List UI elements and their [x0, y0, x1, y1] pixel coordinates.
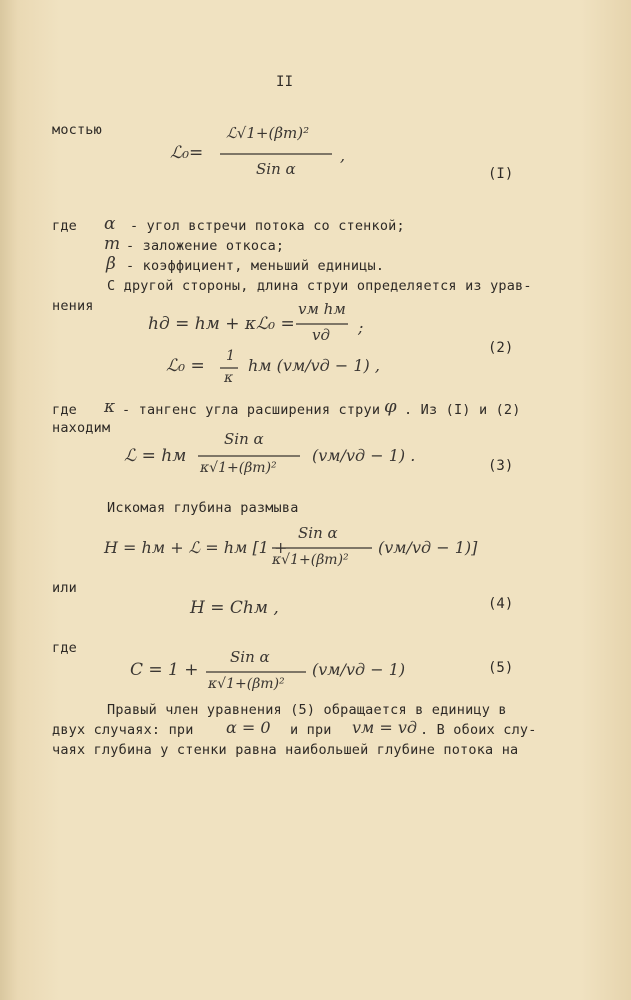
eq3-numerator: Sin α: [224, 430, 264, 448]
eq3-rest: (vм/vд − 1) .: [312, 446, 416, 465]
phi-symbol: φ: [384, 396, 397, 417]
eq5-fraction-bar: [206, 670, 316, 674]
eq5-number: (5): [488, 660, 514, 676]
eq1-numerator: ℒ√1+(βm)²: [226, 124, 310, 142]
paragraph-1-line-1: С другой стороны, длина струи определяется из урав-: [107, 278, 532, 294]
eq1-denominator: Sin α: [256, 160, 296, 178]
eq3-fraction-bar: [198, 454, 308, 458]
eq5-numerator: Sin α: [230, 648, 270, 666]
eq1-trail: ,: [340, 146, 346, 165]
final-line-2d: vм = vд: [352, 718, 418, 737]
eq2-line2-lhs: ℒ₀ =: [166, 356, 205, 376]
k-definition-tail: . Из (I) и (2): [404, 402, 521, 418]
final-line-2a: двух случаях: при: [52, 722, 194, 738]
page-number: II: [276, 74, 294, 90]
final-line-2c: и при: [290, 722, 332, 738]
eq-depth-fraction-bar: [272, 546, 382, 550]
eq2-line1-numerator: vм hм: [298, 300, 346, 318]
eq3-number: (3): [488, 458, 514, 474]
defs-where: где: [52, 218, 77, 234]
eq2-line2-denominator: κ: [224, 370, 234, 386]
eq-depth-rest: (vм/vд − 1)]: [378, 538, 478, 557]
finding-word: находим: [52, 420, 111, 436]
eq2-line2-rest: hм (vм/vд − 1) ,: [248, 356, 380, 375]
k-where: где: [52, 402, 77, 418]
k-definition: - тангенс угла расширения струи: [122, 402, 381, 418]
eq5-rest: (vм/vд − 1): [312, 660, 406, 679]
eq2-number: (2): [488, 340, 514, 356]
eq5-denominator: κ√1+(βm)²: [208, 676, 285, 692]
eq4-number: (4): [488, 596, 514, 612]
depth-heading: Искомая глубина размыва: [107, 500, 299, 516]
eq1-fraction-bar: [220, 152, 340, 156]
eq3-lhs: ℒ = hм: [124, 446, 187, 466]
m-definition: - заложение откоса;: [126, 238, 285, 254]
eq2-line1-trail: ;: [358, 318, 364, 337]
eq2-line1-denominator: vд: [312, 326, 330, 344]
intro-word: мостью: [52, 122, 102, 138]
m-symbol: m: [104, 234, 121, 254]
eq1-lhs: ℒ₀=: [170, 143, 204, 163]
eq2-line1-lhs: hд = hм + κℒ₀ =: [148, 314, 295, 334]
eq4-text: H = Chм ,: [190, 598, 279, 618]
paragraph-1-line-2: нения: [52, 298, 94, 314]
beta-definition: - коэффициент, меньший единицы.: [126, 258, 385, 274]
final-line-2e: . В обоих слу-: [420, 722, 537, 738]
alpha-symbol: α: [104, 214, 116, 234]
eq3-denominator: κ√1+(βm)²: [200, 460, 277, 476]
eq1-number: (I): [488, 166, 514, 182]
alpha-definition: - угол встречи потока со стенкой;: [130, 218, 405, 234]
eq-depth-lhs: H = hм + ℒ = hм [1 +: [104, 538, 288, 557]
beta-symbol: β: [106, 254, 116, 274]
final-line-1: Правый член уравнения (5) обращается в единицу в: [107, 702, 507, 718]
final-line-2b: α = 0: [226, 718, 271, 737]
where-word: где: [52, 640, 77, 656]
eq-depth-denominator: κ√1+(βm)²: [272, 552, 349, 568]
k-symbol: κ: [104, 397, 116, 417]
or-word: или: [52, 580, 77, 596]
eq-depth-numerator: Sin α: [298, 524, 338, 542]
eq2-line2-numerator: 1: [226, 348, 235, 364]
eq5-lhs: C = 1 +: [130, 660, 199, 680]
final-line-3: чаях глубина у стенки равна наибольшей глубине потока на: [52, 742, 519, 758]
